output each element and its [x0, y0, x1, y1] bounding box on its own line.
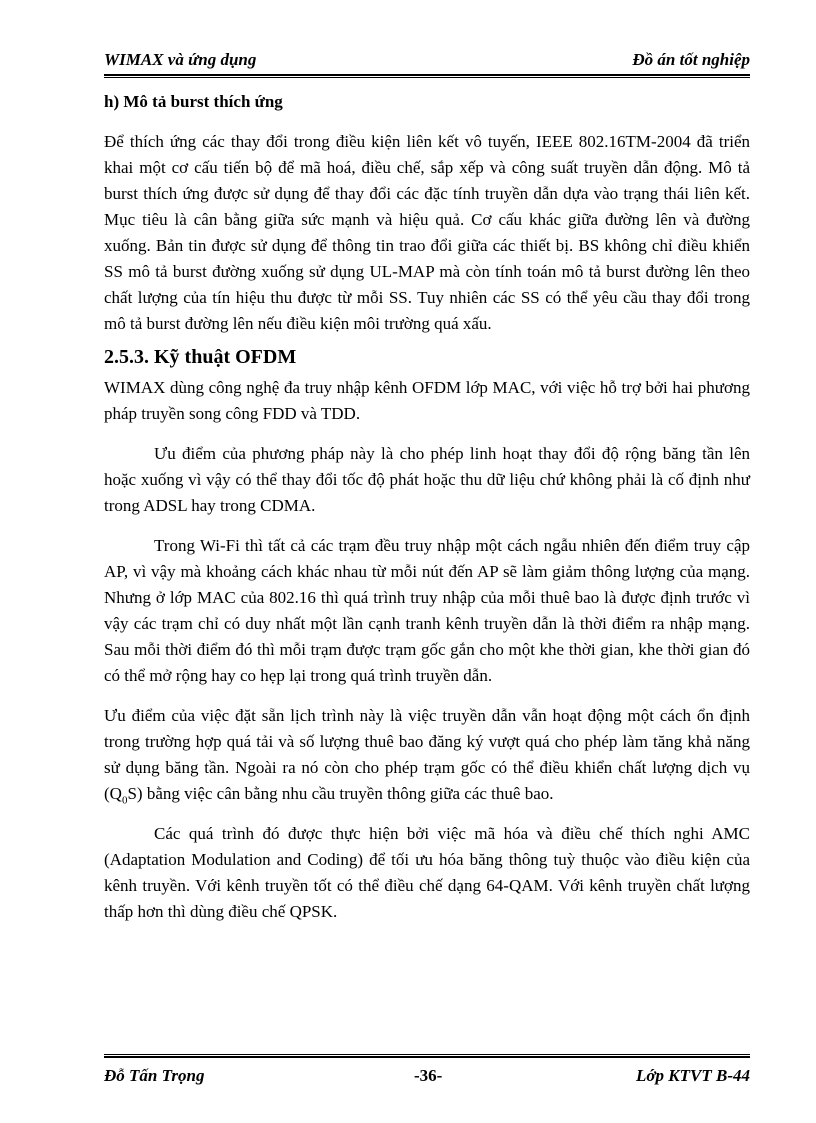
paragraph: Ưu điểm của phương pháp này là cho phép linh hoạt thay đổi độ rộng băng tần lên hoặc xuống vì vậy có thể thay đổi tốc độ phát hoặc thu dữ liệu chứ không phải là cố định như trong ADSL hay trong CDMA. [104, 444, 750, 515]
page-header [104, 50, 750, 72]
header-rule [104, 74, 750, 78]
page-number: -36- [414, 1066, 443, 1085]
header-title: WIMAX và ứng dụng [104, 50, 257, 69]
footer-author: Đỗ Tấn Trọng [104, 1066, 205, 1085]
paragraph [104, 703, 750, 807]
section-heading: 2.5.3. Kỹ thuật OFDM [104, 346, 297, 368]
page-footer [104, 1066, 750, 1090]
paragraph: WIMAX dùng công nghệ đa truy nhập kênh OFDM lớp MAC, với việc hỗ trợ bởi hai phương pháp truyền song công FDD và TDD. [104, 378, 750, 423]
paragraph: Để thích ứng các thay đổi trong điều kiện liên kết vô tuyến, IEEE 802.16TM-2004 đã triển khai một cơ cấu tiến bộ để mã hoá, điều chế, sắp xếp và công suất truyền dẫn động. Mô tả burst thích ứng được sử dụng để thay đổi các đặc tính truyền dẫn dựa vào trạng thái liên kết. Mục tiêu là cân bằng giữa sức mạnh và hiệu quả. Cơ cấu khác giữa đường lên và đường xuống. Bản tin được sử dụng để thông tin trao đổi giữa các thiết bị. BS không chỉ điều khiển SS mô tả burst đường xuống sử dụng UL-MAP mà còn tính toán mô tả burst đường lên theo chất lượng của tín hiệu thu được từ mỗi SS. Tuy nhiên các SS có thể yêu cầu thay đổi trong mô tả burst đường lên nếu điều kiện môi trường quá xấu. [104, 132, 750, 333]
paragraph: Trong Wi-Fi thì tất cả các trạm đều truy nhập một cách ngẫu nhiên đến điểm truy cập AP, vì vậy mà khoảng cách khác nhau từ mỗi nút đến AP sẽ làm giảm thông lượng của mạng. Nhưng ở lớp MAC của 802.16 thì quá trình truy nhập của mỗi thuê bao là được định trước vì vậy các trạm chỉ có duy nhất một lần cạnh tranh kênh truyền dẫn là thời điểm ra nhập mạng. Sau mỗi thời điểm đó thì mỗi trạm được trạm gốc gắn cho một khe thời gian, khe thời gian đó có thể mở rộng hay co hẹp lại trong quá trình truyền dẫn. [104, 536, 750, 685]
subsection-heading: h) Mô tả burst thích ứng [104, 92, 283, 111]
header-doc-type: Đồ án tốt nghiệp [632, 50, 750, 69]
page-body [104, 89, 750, 925]
footer-rule [104, 1054, 750, 1058]
footer-class: Lớp KTVT B-44 [636, 1066, 750, 1085]
subscript: 0 [121, 794, 128, 807]
paragraph: Các quá trình đó được thực hiện bởi việc mã hóa và điều chế thích nghi AMC (Adaptation Modulation and Coding) để tối ưu hóa băng thông tuỳ thuộc vào điều kiện của kênh truyền. Với kênh truyền tốt có thể điều chế dạng 64-QAM. Với kênh truyền chất lượng thấp hơn thì dùng điều chế QPSK. [104, 824, 750, 921]
paragraph-text: S) bằng việc cân bằng nhu cầu truyền thông giữa các thuê bao. [127, 784, 554, 803]
paragraph-text: Ưu điểm của việc đặt sẵn lịch trình này là việc truyền dẫn vẫn hoạt động một cách ổn định trong trường hợp quá tải và số lượng thuê bao đăng ký vượt quá cho phép làm tăng khả năng sử dụng băng tần. Ngoài ra nó còn cho phép trạm gốc có thể điều khiển chất lượng dịch vụ (Q [104, 706, 750, 803]
